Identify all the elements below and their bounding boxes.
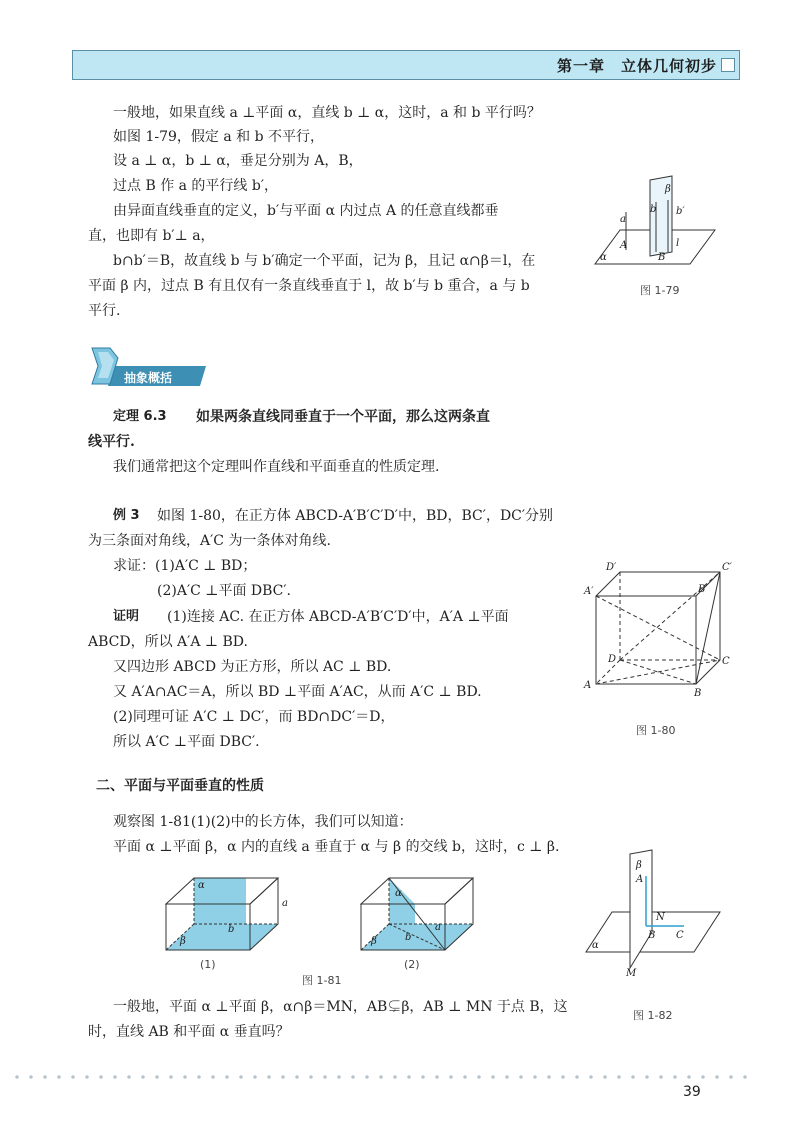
- example-text: 如图 1-80，在正方体 ABCD-A′B′C′D′中，BD，BC′，DC′分别: [157, 508, 554, 524]
- proof-text: (1)连接 AC. 在正方体 ABCD-A′B′C′D′中，A′A ⊥平面: [167, 609, 509, 625]
- section2-text: 观察图 1-81(1)(2)中的长方体，我们可以知道：: [113, 814, 413, 830]
- example-text: 为三条面对角线，A′C 为一条体对角线.: [88, 533, 331, 549]
- proof-label: 证明: [113, 609, 140, 624]
- fig80-label-D: D: [608, 654, 617, 665]
- figure-1-81-sub1: (1): [200, 958, 216, 971]
- fig79-label-b: b: [650, 204, 657, 215]
- text-line: 设 a ⊥ α，b ⊥ α，垂足分别为 A，B，: [113, 153, 363, 169]
- section2-text: 一般地，平面 α ⊥平面 β，α∩β＝MN，AB⊊β，AB ⊥ MN 于点 B，这: [113, 999, 568, 1015]
- figure-1-81-part1: [160, 872, 300, 962]
- theorem-label: 定理 6.3: [113, 409, 167, 424]
- figure-1-80: [582, 562, 732, 702]
- example-text: 求证：(1)A′C ⊥ BD；: [113, 558, 257, 574]
- fig81-2-label-alpha: α: [395, 888, 402, 899]
- figure-1-80-caption: 图 1-80: [636, 724, 676, 737]
- page-number: 39: [683, 1084, 701, 1100]
- fig82-label-alpha: α: [592, 940, 599, 951]
- fig81-1-label-b: b: [228, 924, 235, 935]
- text-line: 由异面直线垂直的定义，b′与平面 α 内过点 A 的任意直线都垂: [113, 203, 499, 219]
- fig81-2-label-beta: β: [371, 936, 377, 947]
- proof-text: 又四边形 ABCD 为正方形，所以 AC ⊥ BD.: [113, 659, 392, 675]
- example-label: 例 3: [113, 508, 140, 523]
- text-line: 如图 1-79，假定 a 和 b 不平行，: [113, 129, 325, 145]
- figure-1-81-caption: 图 1-81: [302, 974, 342, 987]
- text-line: 平面 β 内，过点 B 有且仅有一条直线垂直于 l，故 b′与 b 重合，a 与 b: [88, 278, 530, 294]
- figure-1-81-sub2: (2): [404, 958, 420, 971]
- figure-1-82-caption: 图 1-82: [633, 1009, 673, 1022]
- fig82-label-B: B: [648, 930, 656, 941]
- fig79-label-a: a: [620, 214, 626, 225]
- fig80-label-C-prime: C′: [722, 562, 732, 573]
- fig79-label-beta: β: [665, 184, 671, 195]
- text-line: 平行.: [88, 303, 121, 319]
- abstract-summary-label: 抽象概括: [124, 371, 173, 385]
- fig82-label-beta: β: [636, 860, 642, 871]
- fig82-label-A: A: [636, 874, 644, 885]
- fig79-label-alpha: α: [600, 252, 607, 263]
- fig79-label-b-prime: b′: [676, 206, 685, 217]
- fig81-2-label-b: b: [405, 932, 412, 943]
- section2-text: 平面 α ⊥平面 β，α 内的直线 a 垂直于 α 与 β 的交线 b，这时，c ⊥ β.: [113, 839, 560, 855]
- figure-1-79-caption: 图 1-79: [640, 284, 680, 297]
- fig79-label-l: l: [676, 238, 680, 249]
- fig81-2-label-a: a: [435, 922, 441, 933]
- text-line: 直，也即有 b′⊥ a，: [88, 228, 215, 244]
- fig82-label-C: C: [676, 930, 684, 941]
- fig80-label-C: C: [722, 656, 730, 667]
- fig79-label-B: B: [658, 252, 666, 263]
- fig82-label-M: M: [626, 968, 637, 979]
- proof-text: 所以 A′C ⊥平面 DBC′.: [113, 734, 260, 750]
- fig80-label-A-prime: A′: [584, 586, 594, 597]
- figure-1-79: [590, 172, 720, 272]
- text-line: 一般地，如果直线 a ⊥平面 α，直线 b ⊥ α，这时，a 和 b 平行吗？: [113, 105, 541, 121]
- fig80-label-B-prime: B′: [698, 584, 708, 595]
- example-text: (2)A′C ⊥平面 DBC′.: [157, 583, 292, 599]
- fig82-label-N: N: [656, 912, 665, 923]
- header-square-mark: [721, 58, 735, 72]
- fig80-label-D-prime: D′: [606, 562, 617, 573]
- footer-dotted-rule: [10, 1075, 750, 1079]
- fig81-1-label-a: a: [282, 898, 288, 909]
- theorem-note: 我们通常把这个定理叫作直线和平面垂直的性质定理.: [113, 459, 440, 475]
- theorem-text-cont: 线平行.: [88, 434, 135, 450]
- text-line: b∩b′＝B，故直线 b 与 b′确定一个平面，记为 β，且记 α∩β＝l，在: [113, 253, 536, 269]
- figure-1-81-part2: [355, 872, 495, 962]
- proof-text: ABCD，所以 A′A ⊥ BD.: [88, 634, 248, 650]
- chapter-title: 第一章 立体几何初步: [556, 57, 717, 75]
- section2-text: 时，直线 AB 和平面 α 垂直吗？: [88, 1024, 290, 1040]
- fig81-1-label-alpha: α: [198, 880, 205, 891]
- chapter-header-bar: [72, 50, 740, 80]
- section-title: 二、平面与平面垂直的性质: [96, 778, 264, 794]
- fig81-1-label-beta: β: [180, 936, 186, 947]
- fig80-label-B: B: [694, 688, 702, 699]
- text-line: 过点 B 作 a 的平行线 b′，: [113, 178, 279, 194]
- figure-1-82: [578, 848, 728, 978]
- proof-text: (2)同理可证 A′C ⊥ DC′，而 BD∩DC′＝D，: [113, 709, 395, 725]
- fig80-label-A: A: [584, 680, 592, 691]
- proof-text: 又 A′A∩AC＝A，所以 BD ⊥平面 A′AC，从而 A′C ⊥ BD.: [113, 684, 482, 700]
- fig79-label-A: A: [620, 240, 628, 251]
- theorem-text: 如果两条直线同垂直于一个平面，那么这两条直: [196, 409, 490, 425]
